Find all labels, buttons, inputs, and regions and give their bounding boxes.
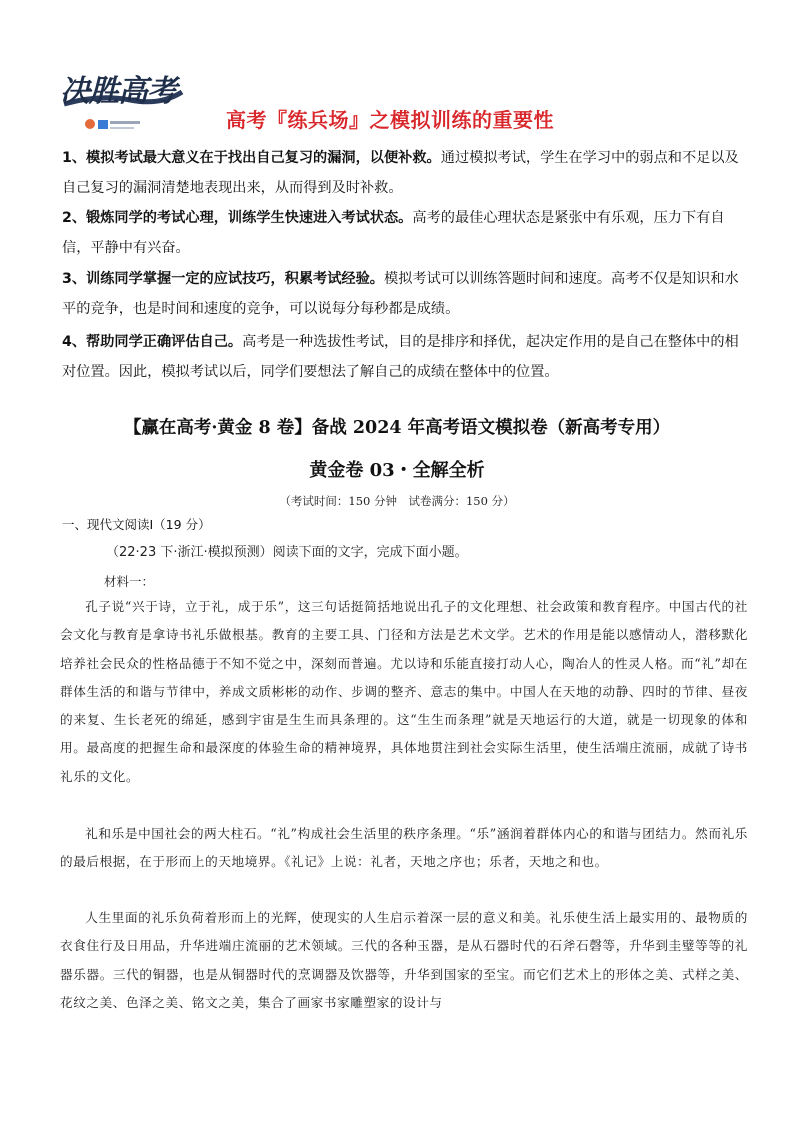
point-1-lead: 1、模拟考试最大意义在于找出自己复习的漏洞，以便补救。 (62, 150, 441, 166)
point-2-text: 高考的最佳心理状态是紧张中有乐观，压力下有自信，平静中有兴奋。 (62, 210, 725, 256)
point-1-text: 通过模拟考试，学生在学习中的弱点和不足以及自己复习的漏洞清楚地表现出来，从而得到及时补救。 (62, 150, 739, 196)
logo-text: 决胜高考 (60, 74, 176, 109)
exam-info: （考试时间：150 分钟 试卷满分：150 分） (279, 494, 515, 508)
exam-title: 【赢在高考·黄金 8 卷】备战 2024 年高考语文模拟卷（新高考专用） (123, 418, 671, 438)
point-3-lead: 3、训练同学掌握一定的应试技巧，积累考试经验。 (62, 271, 384, 287)
point-2-lead: 2、锻炼同学的考试心理，训练学生快速进入考试状态。 (62, 210, 413, 226)
point-3 (62, 264, 742, 324)
logo (60, 64, 186, 138)
exam-subtitle: 黄金卷 03・全解全析 (309, 460, 485, 481)
point-4-lead: 4、帮助同学正确评估自己。 (62, 334, 243, 350)
material-label: 材料一： (104, 574, 155, 589)
paragraph-3: 人生里面的礼乐负荷着形而上的光辉，使现实的人生启示着深一层的意义和美。礼乐使生活上最实用的、最物质的衣食住行及日用品，升华进端庄流丽的艺术领域。三代的各种玉器，是从石器时代的石斧石磬等，升华到圭璧等等的礼器乐器。三代的铜器，也是从铜器时代的烹调器及饮器等，升华到国家的至宝。而它们艺术上的形体之美、式样之美、花纹之美、色泽之美、铭文之美，集合了画家书家雕塑家的设计与 (60, 910, 748, 1010)
point-1 (62, 143, 742, 203)
point-2 (62, 203, 742, 263)
point-3-text: 模拟考试可以训练答题时间和速度。高考不仅是知识和水平的竞争，也是时间和速度的竞争，可以说每分每秒都是成绩。 (62, 271, 739, 317)
paragraph-1: 孔子说“兴于诗，立于礼，成于乐”，这三句话挺简括地说出孔子的文化理想、社会政策和教育程序。中国古代的社会文化与教育是拿诗书礼乐做根基。教育的主要工具、门径和方法是艺术文学。艺术的作用是能以感情动人，潜移默化培养社会民众的性格品德于不知不觉之中，深刻而普遍。尤以诗和乐能直接打动人心，陶冶人的性灵人格。而“礼”却在群体生活的和谐与节律中，养成文质彬彬的动作、步调的整齐、意志的集中。中国人在天地的动静、四时的节律、昼夜的来复、生长老死的绵延，感到宇宙是生生而具条理的。这“生生而条理”就是天地运行的大道，就是一切现象的体和用。最高度的把握生命和最深度的体验生命的精神境界，具体地贯注到社会实际生活里，使生活端庄流丽，成就了诗书礼乐的文化。 (60, 599, 748, 784)
section-heading: 一、现代文阅读Ⅰ（19 分） (62, 517, 211, 532)
section-instruction: （22·23 下·浙江·模拟预测）阅读下面的文字，完成下面小题。 (106, 545, 468, 560)
point-4 (62, 327, 742, 387)
page-title: 高考『练兵场』之模拟训练的重要性 (226, 108, 554, 132)
paragraph-2: 礼和乐是中国社会的两大柱石。“礼”构成社会生活里的秩序条理。“乐”涵润着群体内心的和谐与团结力。然而礼乐的最后根据，在于形而上的天地境界。《礼记》上说：礼者，天地之序也；乐者，天地之和也。 (60, 826, 748, 870)
point-4-text: 高考是一种选拔性考试，目的是排序和择优，起决定作用的是自己在整体中的相对位置。因此，模拟考试以后，同学们要想法了解自己的成绩在整体中的位置。 (62, 334, 739, 380)
